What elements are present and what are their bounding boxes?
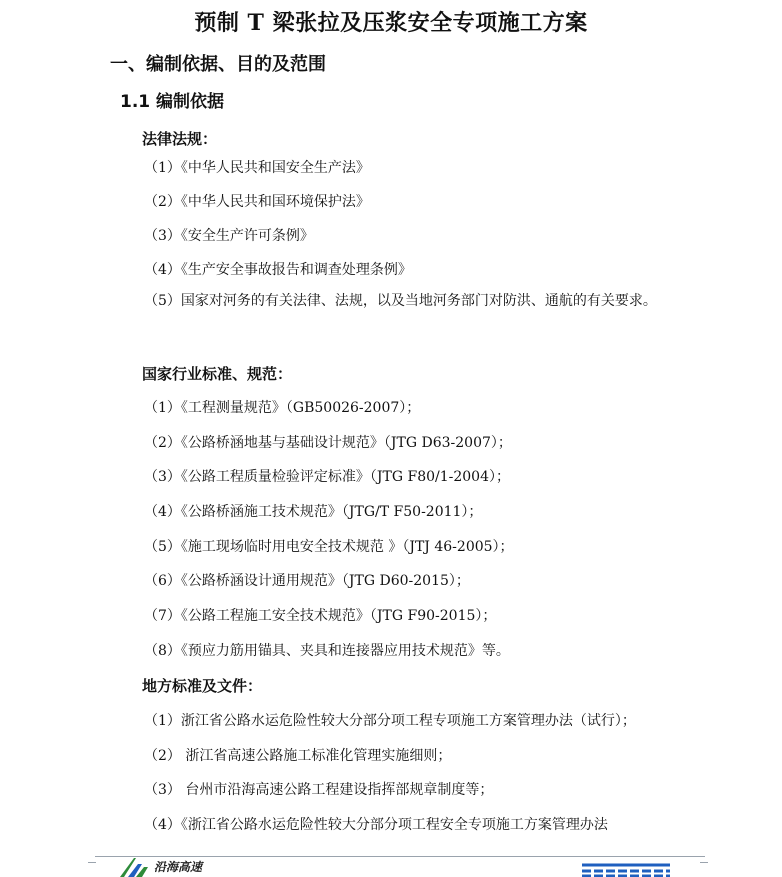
footer-divider: [95, 856, 705, 857]
section-heading: 一、编制依据、目的及范围: [110, 54, 326, 75]
list-item: （5）国家对河务的有关法律、法规，以及当地河务部门对防洪、通航的有关要求。: [144, 293, 657, 309]
list-item: （4）《生产安全事故报告和调查处理条例》: [144, 262, 412, 278]
laws-heading: 法律法规：: [142, 130, 218, 148]
list-item: （1）《工程测量规范》（GB50026-2007）；: [144, 400, 421, 416]
list-item: （3）《公路工程质量检验评定标准》（JTG F80/1-2004）；: [144, 469, 511, 485]
list-item: （6）《公路桥涵设计通用规范》（JTG D60-2015）；: [144, 573, 470, 589]
standards-heading: 国家行业标准、规范：: [142, 365, 293, 383]
list-item: （4）《浙江省公路水运危险性较大分部分项工程安全专项施工方案管理办法: [144, 817, 608, 833]
list-item: （2）《公路桥涵地基与基础设计规范》（JTG D63-2007）；: [144, 435, 512, 451]
list-item: （3）《安全生产许可条例》: [144, 228, 314, 244]
subsection-heading: 1.1 编制依据: [120, 92, 225, 112]
list-item: （8）《预应力筋用锚具、夹具和连接器应用技术规范》等。: [144, 643, 510, 659]
list-item: （1）《中华人民共和国安全生产法》: [144, 160, 370, 176]
footer-divider-cap-right: [700, 862, 708, 863]
list-item: （3） 台州市沿海高速公路工程建设指挥部规章制度等；: [144, 782, 494, 798]
list-item: （1）浙江省公路水运危险性较大分部分项工程专项施工方案管理办法（试行）；: [144, 713, 636, 729]
footer-logo-text: 沿海高速: [154, 860, 203, 874]
list-item: （4）《公路桥涵施工技术规范》（JTG/T F50-2011）；: [144, 504, 483, 520]
local-heading: 地方标准及文件：: [142, 677, 263, 695]
company-logo-icon: [120, 858, 148, 877]
brand-stripes-icon: [580, 860, 672, 877]
list-item: （7）《公路工程施工安全技术规范》（JTG F90-2015）；: [144, 608, 497, 624]
footer-divider-cap-left: [88, 862, 96, 863]
list-item: （5）《施工现场临时用电安全技术规范 》（JTJ 46-2005）；: [144, 539, 514, 555]
page-footer: [0, 852, 782, 877]
document-title: 预制 T 梁张拉及压浆安全专项施工方案: [194, 10, 588, 36]
list-item: （2）《中华人民共和国环境保护法》: [144, 194, 370, 210]
list-item: （2） 浙江省高速公路施工标准化管理实施细则；: [144, 748, 452, 764]
